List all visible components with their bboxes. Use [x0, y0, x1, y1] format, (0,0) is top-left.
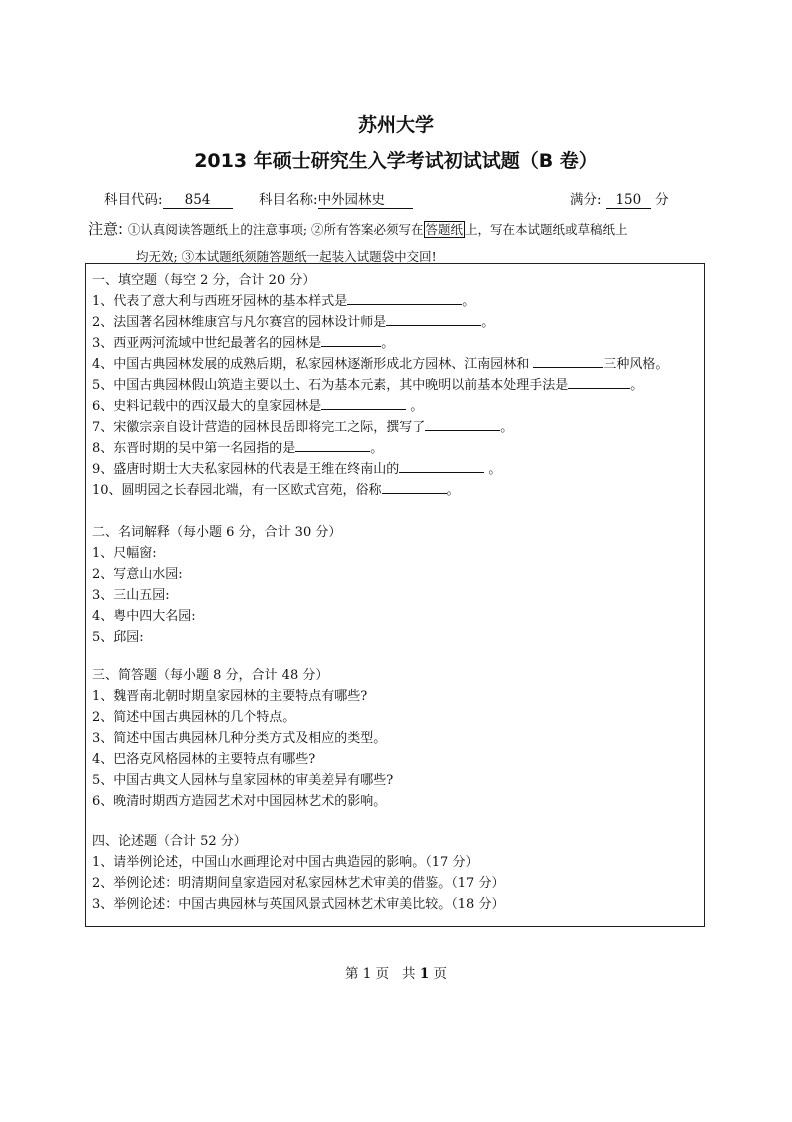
question [92, 353, 668, 372]
period: 。 [446, 483, 460, 498]
period: 。 [481, 315, 495, 330]
subject-name [259, 188, 413, 209]
score-label: 满分: [570, 192, 602, 208]
answer-blank [533, 356, 603, 368]
question [92, 374, 643, 393]
question-text: 7、宋徽宗亲自设计营造的园林艮岳即将完工之际，撰写了 [92, 420, 426, 435]
questions-box [85, 263, 705, 927]
answer-blank [386, 314, 481, 326]
question-text: 4、中国古典园林发展的成熟后期，私家园林逐渐形成北方园林、江南园林和 [92, 357, 530, 372]
score-value: 150 [606, 192, 651, 209]
question: 1、魏晋南北朝时期皇家园林的主要特点有哪些? [92, 689, 368, 704]
question [92, 479, 460, 498]
code-label: 科目代码: [104, 192, 163, 208]
question [92, 290, 475, 309]
question-suffix: 三种风格。 [603, 357, 669, 372]
question [92, 416, 513, 435]
question: 6、晚清时期西方造园艺术对中国园林艺术的影响。 [92, 794, 387, 809]
full-score [570, 188, 669, 209]
question: 3、举例论述：中国古典园林与英国风景式园林艺术审美比较。（18 分） [92, 897, 505, 912]
question [92, 458, 501, 477]
question: 2、举例论述：明清期间皇家造园对私家园林艺术审美的借鉴。（17 分） [92, 876, 505, 891]
question-text: 5、中国古典园林假山筑造主要以土、石为基本元素，其中晚明以前基本处理手法是 [92, 378, 569, 393]
question-text: 10、圆明园之长春园北端，有一区欧式宫苑，俗称 [92, 483, 382, 498]
page-footer [0, 962, 792, 982]
question-text: 6、史料记载中的西汉最大的皇家园林是 [92, 399, 322, 414]
score-unit: 分 [655, 192, 669, 208]
total-label: 共 [402, 966, 416, 982]
period: 。 [630, 378, 644, 393]
question-text: 9、盛唐时期士大夫私家园林的代表是王维在终南山的 [92, 462, 400, 477]
period: 。 [488, 462, 502, 477]
question: 5、邱园: [92, 630, 144, 645]
answer-blank [425, 419, 500, 431]
name-label: 科目名称: [259, 192, 318, 208]
answer-blank [382, 482, 447, 494]
period: 。 [381, 336, 395, 351]
question [92, 395, 423, 414]
question: 2、写意山水园: [92, 567, 183, 582]
period: 。 [500, 420, 514, 435]
section-heading: 四、论述题（合计 52 分） [92, 834, 247, 849]
notice-part1: ①认真阅读答题纸上的注意事项; ②所有答案必须写在 [127, 222, 424, 237]
question: 1、请举例论述，中国山水画理论对中国古典造园的影响。（17 分） [92, 855, 479, 870]
question: 5、中国古典文人园林与皇家园林的审美差异有哪些? [92, 773, 394, 788]
notice-line-2: 均无效; ③本试题纸须随答题纸一起装入试题袋中交回! [136, 249, 437, 264]
period: 。 [370, 441, 384, 456]
question-text: 3、西亚两河流域中世纪最著名的园林是 [92, 336, 322, 351]
university-name: 苏州大学 [357, 114, 434, 136]
question: 2、简述中国古典园林的几个特点。 [92, 710, 296, 725]
section-heading: 二、名词解释（每小题 6 分，合计 30 分） [92, 525, 342, 540]
answer-blank [295, 440, 370, 452]
question: 4、粤中四大名园: [92, 609, 196, 624]
period: 。 [462, 294, 476, 309]
question-text: 2、法国著名园林维康宫与凡尔赛宫的园林设计师是 [92, 315, 387, 330]
section-heading: 三、简答题（每小题 8 分，合计 48 分） [92, 668, 329, 683]
question: 1、尺幅窗: [92, 546, 157, 561]
question: 3、简述中国古典园林几种分类方式及相应的类型。 [92, 731, 387, 746]
notice-line-1 [88, 218, 628, 239]
page-number: 第 1 页 [344, 966, 390, 982]
name-value: 中外园林史 [318, 188, 413, 209]
exam-title: 2013 年硕士研究生入学考试初试试题（B 卷） [194, 150, 598, 172]
question [92, 311, 494, 330]
question: 4、巴洛克风格园林的主要特点有哪些? [92, 752, 316, 767]
period: 。 [410, 399, 424, 414]
question-text: 1、代表了意大利与西班牙园林的基本样式是 [92, 294, 348, 309]
notice-part2: 上，写在本试题纸或草稿纸上 [465, 222, 628, 237]
question [92, 437, 383, 456]
answer-sheet-box: 答题纸 [425, 222, 464, 237]
total-pages: 1 [419, 966, 430, 982]
answer-blank [399, 461, 484, 473]
subject-code [104, 188, 233, 209]
answer-blank [347, 293, 462, 305]
answer-blank [321, 335, 381, 347]
answer-blank [321, 398, 406, 410]
code-value: 854 [163, 192, 233, 209]
page-unit: 页 [433, 966, 448, 982]
answer-blank [568, 377, 630, 389]
notice-prefix: 注意: [88, 220, 124, 238]
question-text: 8、东晋时期的吴中第一名园指的是 [92, 441, 296, 456]
question: 3、三山五园: [92, 588, 170, 603]
section-heading: 一、填空题（每空 2 分，合计 20 分） [92, 273, 316, 288]
question [92, 332, 394, 351]
